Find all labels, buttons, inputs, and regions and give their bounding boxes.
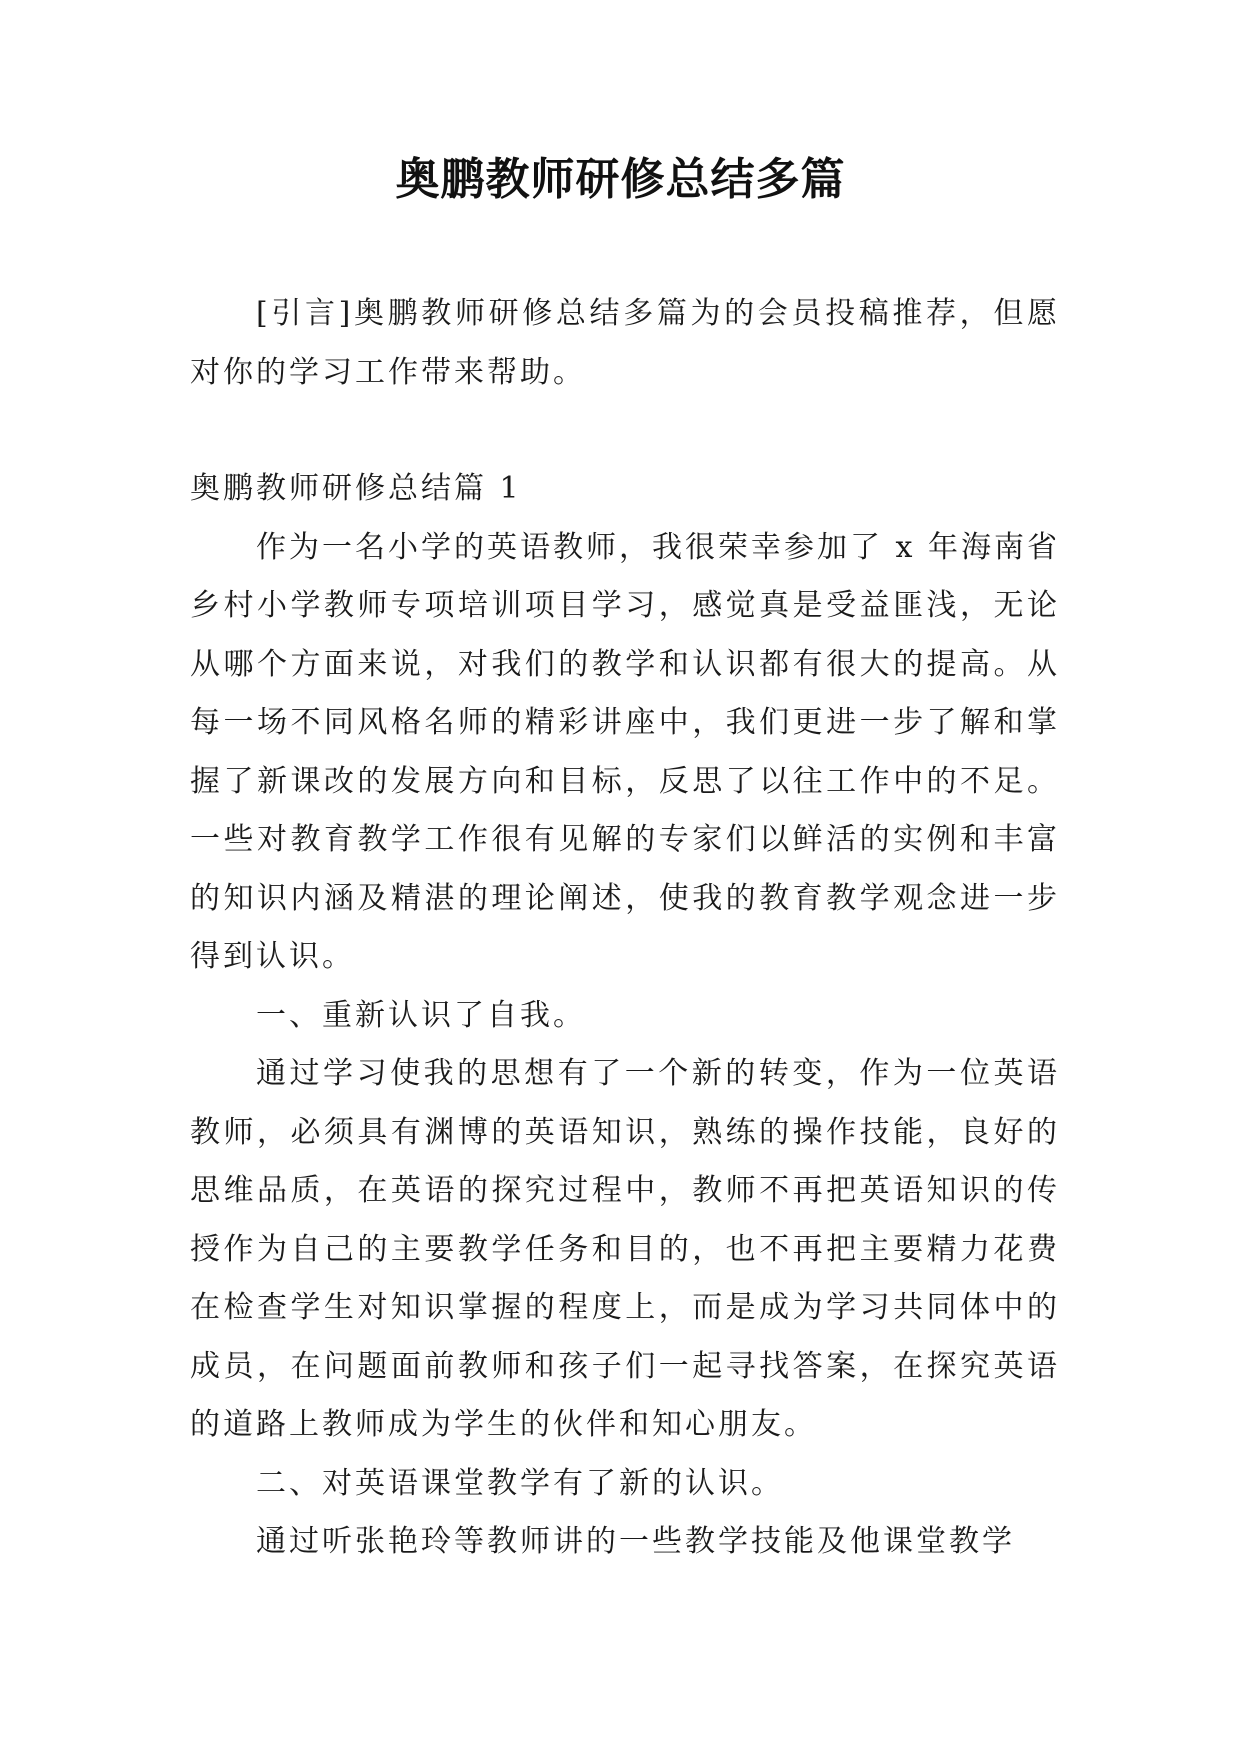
- body-paragraph: 通过听张艳玲等教师讲的一些教学技能及他课堂教学: [256, 1524, 1015, 1559]
- intro-paragraph: [引言]奥鹏教师研修总结多篇为的会员投稿推荐，但愿对你的学习工作带来帮助。: [190, 296, 1060, 390]
- spacer: [190, 402, 1060, 460]
- document-body: [190, 285, 1060, 1572]
- document-title: 奥鹏教师研修总结多篇: [395, 154, 846, 205]
- body-paragraph: 通过学习使我的思想有了一个新的转变，作为一位英语教师，必须具有渊博的英语知识，熟练的操作技能，良好的思维品质，在英语的探究过程中，教师不再把英语知识的传授作为自己的主要教学任务和目的，也不再把主要精力花费在检查学生对知识掌握的程度上，而是成为学习共同体中的成员，在问题面前教师和孩子们一起寻找答案，在探究英语的道路上教师成为学生的伙伴和知心朋友。: [190, 1056, 1060, 1442]
- body-paragraph: 作为一名小学的英语教师，我很荣幸参加了 x 年海南省乡村小学教师专项培训项目学习，感觉真是受益匪浅，无论从哪个方面来说，对我们的教学和认识都有很大的提高。从每一场不同风格名师的精彩讲座中，我们更进一步了解和掌握了新课改的发展方向和目标，反思了以往工作中的不足。一些对教育教学工作很有见解的专家们以鲜活的实例和丰富的知识内涵及精湛的理论阐述，使我的教育教学观念进一步得到认识。: [190, 529, 1060, 974]
- subheading-paragraph: 一、重新认识了自我。: [256, 997, 586, 1033]
- subheading-paragraph: 二、对英语课堂教学有了新的认识。: [256, 1465, 784, 1501]
- section-heading: 奥鹏教师研修总结篇 1: [190, 471, 522, 506]
